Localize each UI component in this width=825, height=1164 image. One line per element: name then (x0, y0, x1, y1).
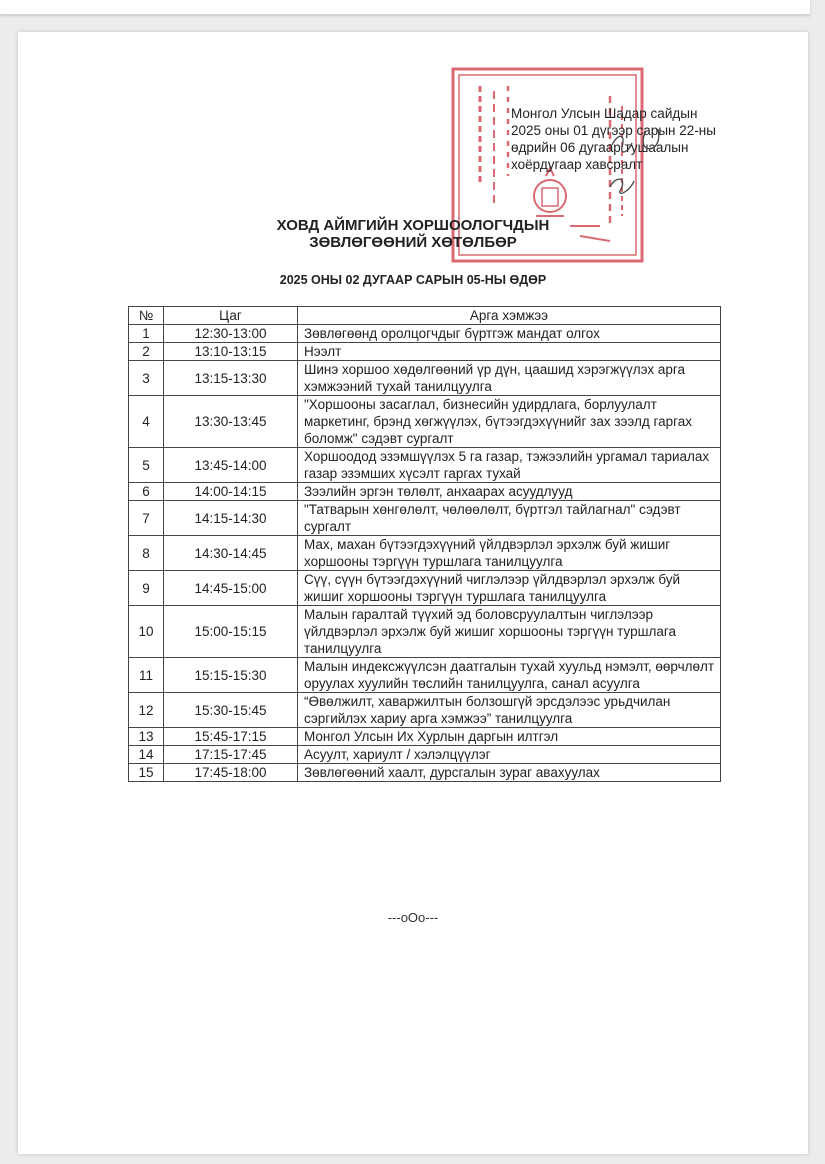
row-activity: Нээлт (298, 343, 721, 361)
table-row (129, 361, 721, 396)
table-row (129, 728, 721, 746)
row-number: 13 (129, 728, 164, 746)
document-date: 2025 ОНЫ 02 ДУГААР САРЫН 05-НЫ ӨДӨР (279, 273, 547, 287)
row-number: 14 (129, 746, 164, 764)
row-number: 6 (129, 483, 164, 501)
row-activity: Зөвлөгөөнд оролцогчдыг бүртгэж мандат олгох (298, 325, 721, 343)
handwritten-signature (604, 125, 724, 205)
row-number: 5 (129, 448, 164, 483)
row-number: 4 (129, 396, 164, 448)
column-header-number: № (129, 307, 164, 325)
row-time: 14:15-14:30 (164, 501, 298, 536)
appendix-line-1: Монгол Улсын Шадар сайдын (511, 106, 698, 121)
row-number: 7 (129, 501, 164, 536)
agenda-rows (129, 325, 721, 782)
row-number: 1 (129, 325, 164, 343)
row-activity: "Татварын хөнгөлөлт, чөлөөлөлт, бүртгэл тайлагнал" сэдэвт сургалт (298, 501, 721, 536)
row-time: 13:45-14:00 (164, 448, 298, 483)
appendix-line-3: өдрийн 06 дугаар тушаалын (511, 140, 689, 155)
row-number: 11 (129, 658, 164, 693)
table-row (129, 325, 721, 343)
row-activity: "Хоршооны засаглал, бизнесийн удирдлага, борлуулалт маркетинг, брэнд хөгжүүлэх, бүтээгдэхүүнийг зах зээлд гаргах боломж" сэдэвт сургалт (298, 396, 721, 448)
row-activity: Монгол Улсын Их Хурлын даргын илтгэл (298, 728, 721, 746)
table-row (129, 746, 721, 764)
table-row (129, 571, 721, 606)
document-title-line-2: ЗӨВЛӨГӨӨНИЙ ХӨТӨЛБӨР (309, 234, 517, 251)
table-row (129, 658, 721, 693)
table-row (129, 693, 721, 728)
table-header-row (129, 307, 721, 325)
column-header-time: Цаг (164, 307, 298, 325)
row-time: 17:45-18:00 (164, 764, 298, 782)
row-activity: Малын гаралтай түүхий эд боловсруулалтын чиглэлээр үйлдвэрлэл эрхэлж буй жишиг хоршооны тэргүүн туршлага танилцуулга (298, 606, 721, 658)
row-number: 8 (129, 536, 164, 571)
row-number: 12 (129, 693, 164, 728)
row-number: 2 (129, 343, 164, 361)
column-header-activity: Арга хэмжээ (298, 307, 721, 325)
document-page (18, 32, 808, 1154)
row-number: 15 (129, 764, 164, 782)
table-row (129, 501, 721, 536)
row-activity: Шинэ хоршоо хөдөлгөөний үр дүн, цаашид хэрэгжүүлэх арга хэмжээний тухай танилцуулга (298, 361, 721, 396)
row-time: 14:00-14:15 (164, 483, 298, 501)
row-time: 15:30-15:45 (164, 693, 298, 728)
row-activity: Зээлийн эргэн төлөлт, анхаарах асуудлууд (298, 483, 721, 501)
table-row (129, 606, 721, 658)
row-activity: Малын индексжүүлсэн даатгалын тухай хуульд нэмэлт, өөрчлөлт оруулах хуулийн төслийн танилцуулга, санал асуулга (298, 658, 721, 693)
previous-page-edge (0, 0, 810, 15)
row-activity: Хоршоодод эзэмшүүлэх 5 га газар, тэжээлийн ургамал тариалах газар эзэмших хүсэлт гаргах тухай (298, 448, 721, 483)
row-time: 13:30-13:45 (164, 396, 298, 448)
table-row (129, 448, 721, 483)
row-time: 15:45-17:15 (164, 728, 298, 746)
row-time: 14:45-15:00 (164, 571, 298, 606)
table-row (129, 764, 721, 782)
row-activity: Зөвлөгөөний хаалт, дурсгалын зураг авахуулах (298, 764, 721, 782)
table-row (129, 396, 721, 448)
row-time: 13:10-13:15 (164, 343, 298, 361)
table-row (129, 343, 721, 361)
row-time: 17:15-17:45 (164, 746, 298, 764)
row-activity: Сүү, сүүн бүтээгдэхүүний чиглэлээр үйлдвэрлэл эрхэлж буй жишиг хоршооны тэргүүн туршлага танилцуулга (298, 571, 721, 606)
row-number: 3 (129, 361, 164, 396)
row-activity: “Өвөлжилт, хаваржилтын болзошгүй эрсдэлээс урьдчилан сэргийлэх хариу арга хэмжээ” танилцуулга (298, 693, 721, 728)
table-row (129, 483, 721, 501)
row-activity: Асуулт, хариулт / хэлэлцүүлэг (298, 746, 721, 764)
appendix-line-2: 2025 оны 01 дүгээр сарын 22-ны (511, 123, 716, 138)
row-number: 9 (129, 571, 164, 606)
agenda-table (128, 306, 721, 782)
row-activity: Мах, махан бүтээгдэхүүний үйлдвэрлэл эрхэлж буй жишиг хоршооны тэргүүн туршлага танилцуулга (298, 536, 721, 571)
row-number: 10 (129, 606, 164, 658)
row-time: 15:00-15:15 (164, 606, 298, 658)
row-time: 12:30-13:00 (164, 325, 298, 343)
document-footer: ---oOo--- (387, 910, 439, 925)
appendix-line-4: хоёрдугаар хавсралт (511, 157, 643, 172)
document-title-line-1: ХОВД АЙМГИЙН ХОРШООЛОГЧДЫН (276, 217, 550, 234)
row-time: 15:15-15:30 (164, 658, 298, 693)
row-time: 14:30-14:45 (164, 536, 298, 571)
row-time: 13:15-13:30 (164, 361, 298, 396)
table-row (129, 536, 721, 571)
